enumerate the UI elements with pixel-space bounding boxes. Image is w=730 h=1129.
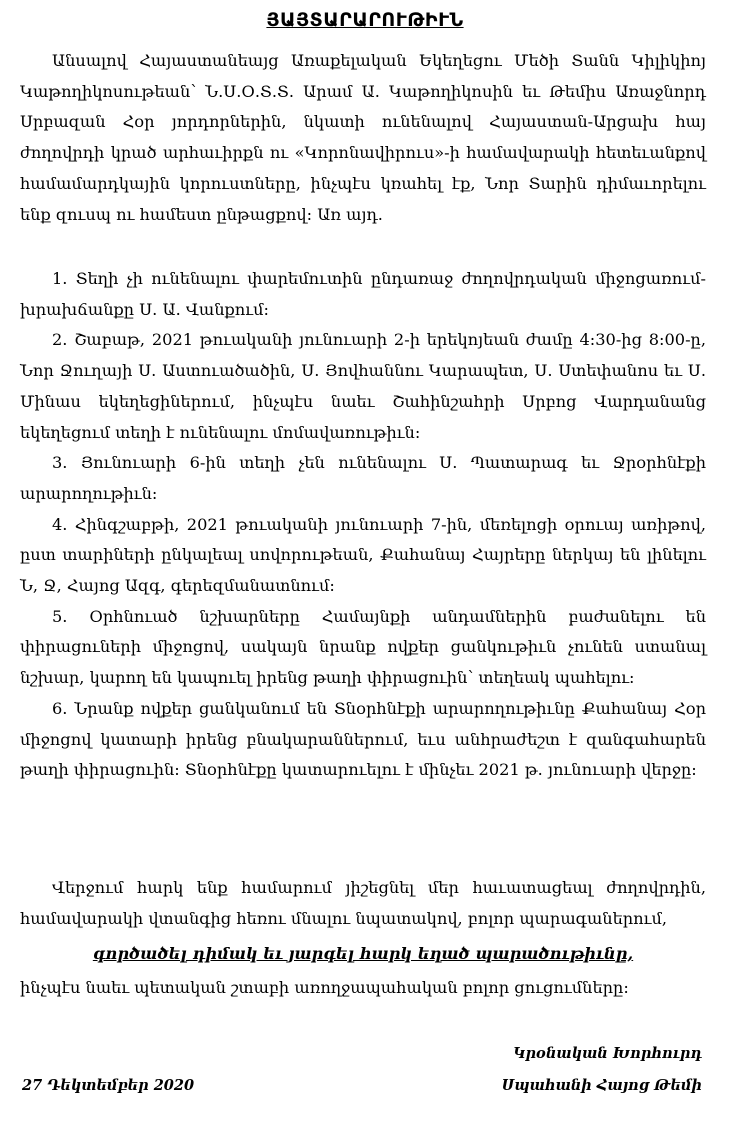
- signature-line-2: Սպահանի Հայոց Թեմի: [501, 1077, 702, 1094]
- list-item: 4. Հինգշաբթի, 2021 թուականի յունուարի 7-ին, մեռելոցի օրուայ առիթով, ըստ տարիների ընկալեալ սովորութեան, Քահանայ Հայրերը ներկայ են լինելու Ն, Ջ, Հայոց Ազգ, գերեզմանատնում:: [20, 514, 706, 596]
- items-list: [20, 264, 706, 786]
- list-item: 1. Տեղի չի ունենալու փարեմուտին ընդառաջ ժողովրդական միջոցառում-խրախճանքը Ս. Ա. Վանքում:: [20, 269, 706, 319]
- emphasis-line: գործածել դիմակ եւ յարգել հարկ եղած պարածութիւնը,: [92, 944, 634, 963]
- document-date: 27 Դեկտեմբեր 2020: [22, 1077, 195, 1094]
- signature-line-1: Կրօնական Խորհուրդ: [513, 1045, 702, 1062]
- closing-end-line: ինչպէս նաեւ պետական շտաբի առողջապահական բոլոր ցուցումները:: [20, 978, 629, 997]
- list-item: 6. Նրանք ովքեր ցանկանում են Տնօրհնէքի արարողութիւնը Քահանայ Հօր միջոցով կատարի իրենց բնակարաններում, եւս անհրաժեշտ է զանգահարեն թաղի փիրացուին: Տնօրհնէքը կատարուելու է մինչեւ 2021 թ. յունուարի վերջը:: [20, 698, 706, 780]
- list-item: 5. Օրհնուած նշխարները Համայնքի անդամներին բաժանելու են փիրացուների միջոցով, սակայն նրանք ովքեր ցանկութիւն չունեն ստանալ նշխար, կարող են կապուել իրենց թաղի փիրացուին՝ տեղեակ պահելու:: [20, 606, 706, 688]
- list-item: 3. Յունուարի 6-ին տեղի չեն ունենալու Ս. Պատարագ եւ Ջրօրհնէքի արարողութիւն:: [20, 453, 706, 503]
- list-item: 2. Շաբաթ, 2021 թուականի յունուարի 2-ի երեկոյեան ժամը 4:30-ից 8:00-ը, Նոր Ջուղայի Ս. Աստուածածին, Ս. Յովհաննու Կարապետ, Ս. Ստեփանոս եւ Ս. Մինաս եկեղեցիներում, ինչպէս նաեւ Շահինշահրի Սրբոց Վարդանանց եկեղեցում տեղի է ունենալու մոմավառութիւն:: [20, 330, 706, 442]
- intro-paragraph: Անսալով Հայաստանեայց Առաքելական Եկեղեցու Մեծի Տանն Կիլիկիոյ Կաթողիկոսութեան՝ Ն.Ս.Օ.Տ.Տ. Արամ Ա. Կաթողիկոսին եւ Թեմիս Առաջնորդ Սրբազան Հօր յորդորներին, նկատի ունենալով Հայաստան-Արցախ հայ ժողովրդի կրած արհաւիրքն ու «Կորոնավիրուս»-ի համավարակի հետեւանքով համամարդկային կորուստները, ինչպէս կռահել էք, Նոր Տարին դիմաւորելու ենք զուսպ ու համեստ ընթացքով: Առ այդ.: [20, 51, 706, 224]
- closing-paragraph: Վերջում հարկ ենք համարում յիշեցնել մեր հաւատացեալ ժողովրդին, համավարակի վտանգից հեռու մնալու նպատակով, բոլոր պարագաներում,: [20, 878, 706, 928]
- page-title: ՅԱՅՏԱՐԱՐՈՒԹԻՒՆ: [266, 9, 464, 31]
